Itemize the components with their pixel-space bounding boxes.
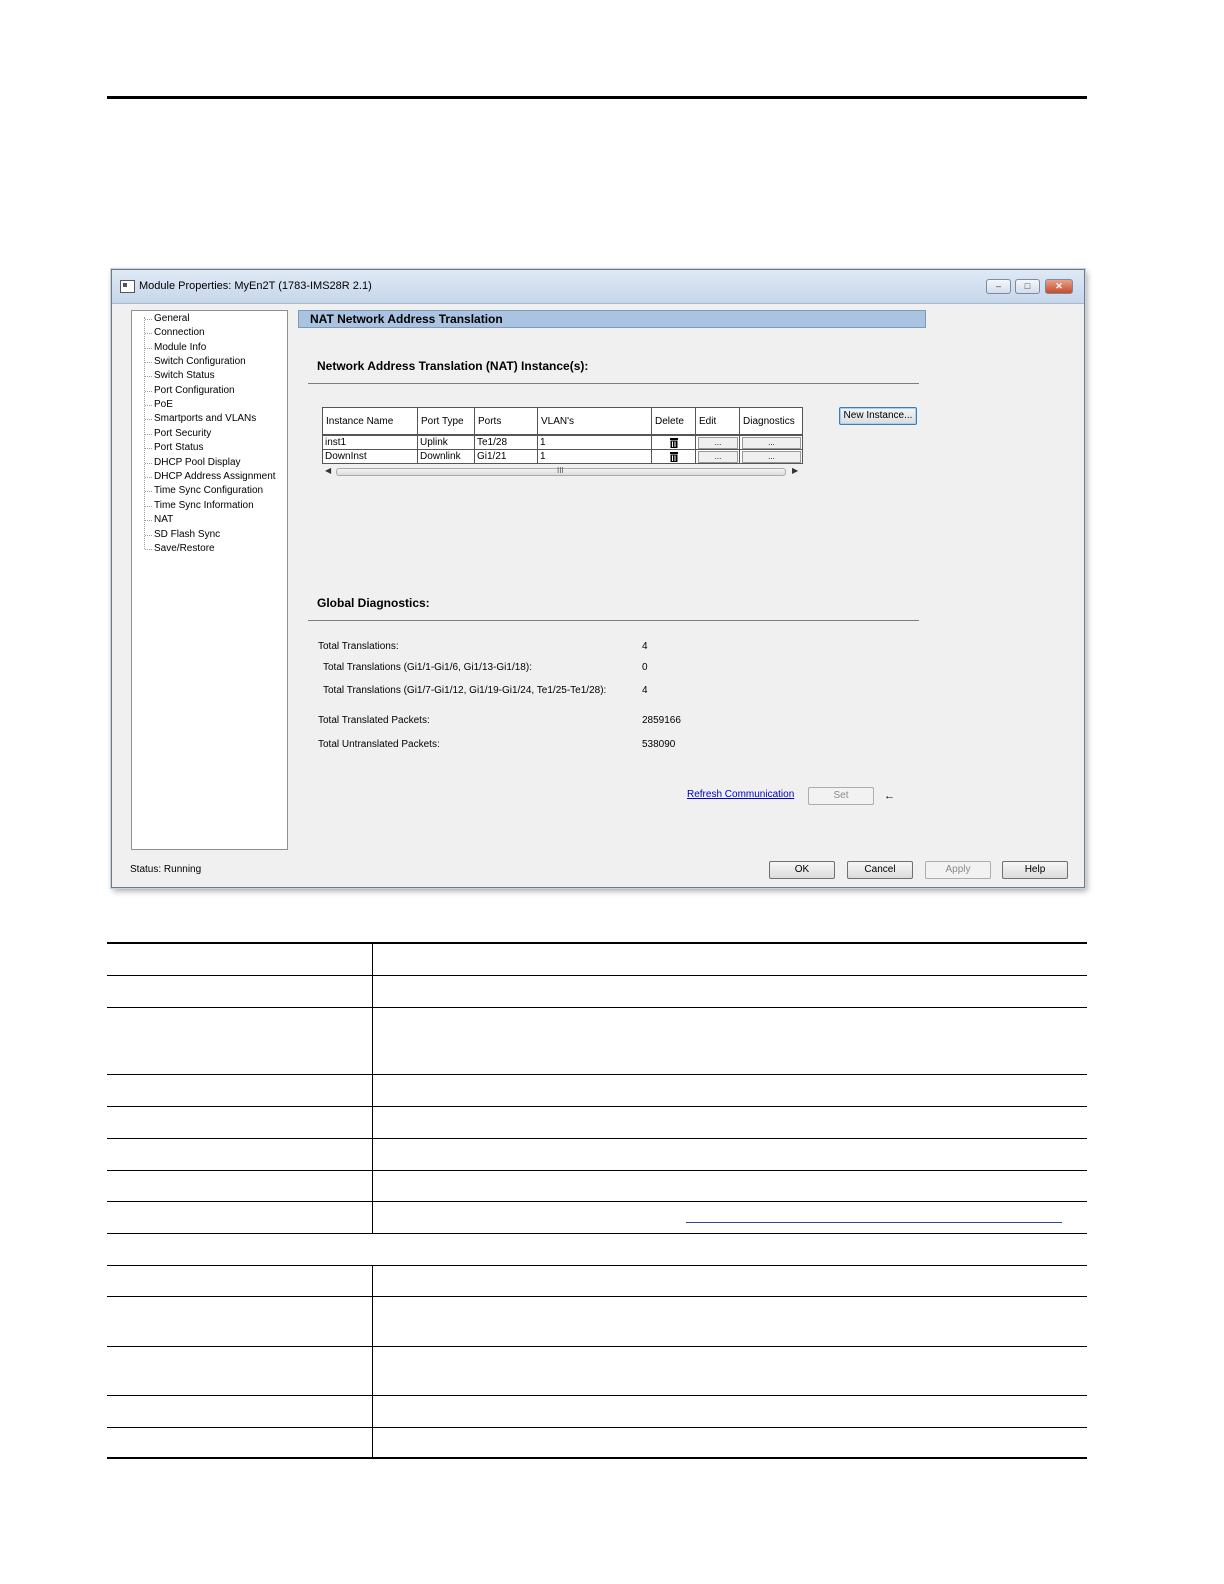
doc-link-underline <box>686 1222 1062 1223</box>
tree-item-switch-status[interactable]: Switch Status <box>154 370 215 381</box>
group2-translations-value: 4 <box>642 685 648 696</box>
instances-title: Network Address Translation (NAT) Instance(s): <box>317 359 589 373</box>
category-tree <box>131 310 288 850</box>
tree-branch-line <box>145 419 152 420</box>
nat-instance-grid <box>322 407 803 464</box>
cell-vlans[interactable]: 1 <box>540 451 546 462</box>
tree-branch-line <box>145 333 152 334</box>
doc-table-rule <box>107 1346 1087 1347</box>
edit-instance-button[interactable]: ... <box>698 437 738 449</box>
cancel-button[interactable]: Cancel <box>847 861 913 879</box>
column-header-port-type[interactable]: Port Type <box>421 416 464 427</box>
maximize-button[interactable]: □ <box>1015 279 1040 294</box>
group1-translations-label: Total Translations (Gi1/1-Gi1/6, Gi1/13-Gi1/18): <box>323 662 532 673</box>
page-top-rule <box>107 96 1087 99</box>
tree-item-smartports-and-vlans[interactable]: Smartports and VLANs <box>154 413 257 424</box>
scrollbar-thumb[interactable] <box>336 468 786 476</box>
doc-table-rule <box>107 1296 1087 1297</box>
tree-branch-line <box>145 348 152 349</box>
set-button[interactable]: Set <box>808 787 874 805</box>
tree-item-sd-flash-sync[interactable]: SD Flash Sync <box>154 529 221 540</box>
scroll-right-arrow-icon[interactable]: ▶ <box>792 466 799 475</box>
translated-packets-label: Total Translated Packets: <box>318 715 430 726</box>
doc-table-rule <box>107 1007 1087 1008</box>
tree-branch-line <box>145 391 152 392</box>
tree-item-port-security[interactable]: Port Security <box>154 428 212 439</box>
tree-branch-line <box>145 319 152 320</box>
tree-item-save-restore[interactable]: Save/Restore <box>154 543 215 554</box>
tree-branch-line <box>145 491 152 492</box>
doc-table-column-divider <box>372 943 373 1233</box>
scroll-left-arrow-icon[interactable]: ◀ <box>325 466 332 475</box>
tree-branch-line <box>145 448 152 449</box>
tree-branch-line <box>145 520 152 521</box>
doc-table-rule <box>107 1106 1087 1107</box>
tree-branch-line <box>145 405 152 406</box>
help-button[interactable]: Help <box>1002 861 1068 879</box>
tree-item-poe[interactable]: PoE <box>154 399 173 410</box>
tree-branch-line <box>145 376 152 377</box>
group1-translations-value: 0 <box>642 662 648 673</box>
column-header-vlans[interactable]: VLAN's <box>541 416 575 427</box>
tree-item-port-status[interactable]: Port Status <box>154 442 204 453</box>
doc-table-rule <box>107 1265 1087 1266</box>
cell-vlans[interactable]: 1 <box>540 437 546 448</box>
arrow-left-icon: ← <box>884 790 895 802</box>
module-properties-window <box>111 269 1085 888</box>
untranslated-packets-value: 538090 <box>642 739 676 750</box>
cell-port-type[interactable]: Uplink <box>420 437 448 448</box>
doc-table-rule <box>107 1138 1087 1139</box>
doc-table-rule <box>107 1395 1087 1396</box>
cell-ports[interactable]: Te1/28 <box>477 437 508 448</box>
app-icon <box>120 280 135 293</box>
cell-instance-name[interactable]: DownInst <box>325 451 367 462</box>
doc-table-top-rule <box>107 942 1087 944</box>
tree-item-port-configuration[interactable]: Port Configuration <box>154 385 235 396</box>
delete-trash-icon[interactable] <box>669 438 679 448</box>
close-button[interactable]: ✕ <box>1045 279 1073 294</box>
title-bar[interactable] <box>112 270 1084 304</box>
new-instance-button[interactable]: New Instance... <box>839 407 917 425</box>
scrollbar-grip: III <box>557 466 564 475</box>
ok-button[interactable]: OK <box>769 861 835 879</box>
doc-table-column-divider <box>372 1265 373 1458</box>
cell-port-type[interactable]: Downlink <box>420 451 461 462</box>
tree-branch-line <box>145 434 152 435</box>
tree-item-connection[interactable]: Connection <box>154 327 205 338</box>
tree-branch-line <box>145 477 152 478</box>
tree-item-general[interactable]: General <box>154 313 190 324</box>
tree-item-time-sync-configuration[interactable]: Time Sync Configuration <box>154 485 264 496</box>
cell-instance-name[interactable]: inst1 <box>325 437 347 448</box>
tree-item-time-sync-information[interactable]: Time Sync Information <box>154 500 254 511</box>
cell-ports[interactable]: Gi1/21 <box>477 451 507 462</box>
tree-item-nat[interactable]: NAT <box>154 514 174 525</box>
tree-item-switch-configuration[interactable]: Switch Configuration <box>154 356 246 367</box>
untranslated-packets-label: Total Untranslated Packets: <box>318 739 440 750</box>
tree-branch-line <box>145 549 152 550</box>
tree-branch-line <box>145 506 152 507</box>
grid-horizontal-scrollbar[interactable] <box>322 466 803 478</box>
tree-branch-line <box>145 463 152 464</box>
column-header-instance-name[interactable]: Instance Name <box>326 416 394 427</box>
column-header-edit[interactable]: Edit <box>699 416 717 427</box>
edit-instance-button[interactable]: ... <box>698 451 738 463</box>
column-header-diagnostics[interactable]: Diagnostics <box>743 416 795 427</box>
doc-table-rule <box>107 1074 1087 1075</box>
doc-table-bottom-rule <box>107 1457 1087 1459</box>
delete-trash-icon[interactable] <box>669 452 679 462</box>
global-diagnostics-rule <box>308 620 919 621</box>
diagnostics-instance-button[interactable]: ... <box>742 437 801 449</box>
global-diagnostics-title: Global Diagnostics: <box>317 596 430 610</box>
diagnostics-instance-button[interactable]: ... <box>742 451 801 463</box>
tree-guide-line <box>144 317 146 549</box>
translated-packets-value: 2859166 <box>642 715 681 726</box>
status-text: Status: Running <box>130 864 202 875</box>
panel-header: NAT Network Address Translation <box>298 310 926 328</box>
tree-item-dhcp-pool-display[interactable]: DHCP Pool Display <box>154 457 241 468</box>
group2-translations-label: Total Translations (Gi1/7-Gi1/12, Gi1/19-Gi1/24, Te1/25-Te1/28): <box>323 685 607 696</box>
total-translations-label: Total Translations: <box>318 641 399 652</box>
instances-rule <box>308 383 919 384</box>
doc-table-rule <box>107 1233 1087 1234</box>
minimize-button[interactable]: – <box>986 279 1011 294</box>
tree-item-module-info[interactable]: Module Info <box>154 342 207 353</box>
tree-branch-line <box>145 362 152 363</box>
doc-table-rule <box>107 1170 1087 1171</box>
column-header-ports[interactable]: Ports <box>478 416 502 427</box>
tree-item-dhcp-address-assignment[interactable]: DHCP Address Assignment <box>154 471 276 482</box>
apply-button[interactable]: Apply <box>925 861 991 879</box>
doc-table-rule <box>107 1201 1087 1202</box>
total-translations-value: 4 <box>642 641 648 652</box>
refresh-communication-link[interactable]: Refresh Communication <box>687 789 795 800</box>
column-header-delete[interactable]: Delete <box>655 416 684 427</box>
doc-table-rule <box>107 1427 1087 1428</box>
tree-branch-line <box>145 535 152 536</box>
doc-table-rule <box>107 975 1087 976</box>
window-title: Module Properties: MyEn2T (1783-IMS28R 2.1) <box>139 280 372 292</box>
